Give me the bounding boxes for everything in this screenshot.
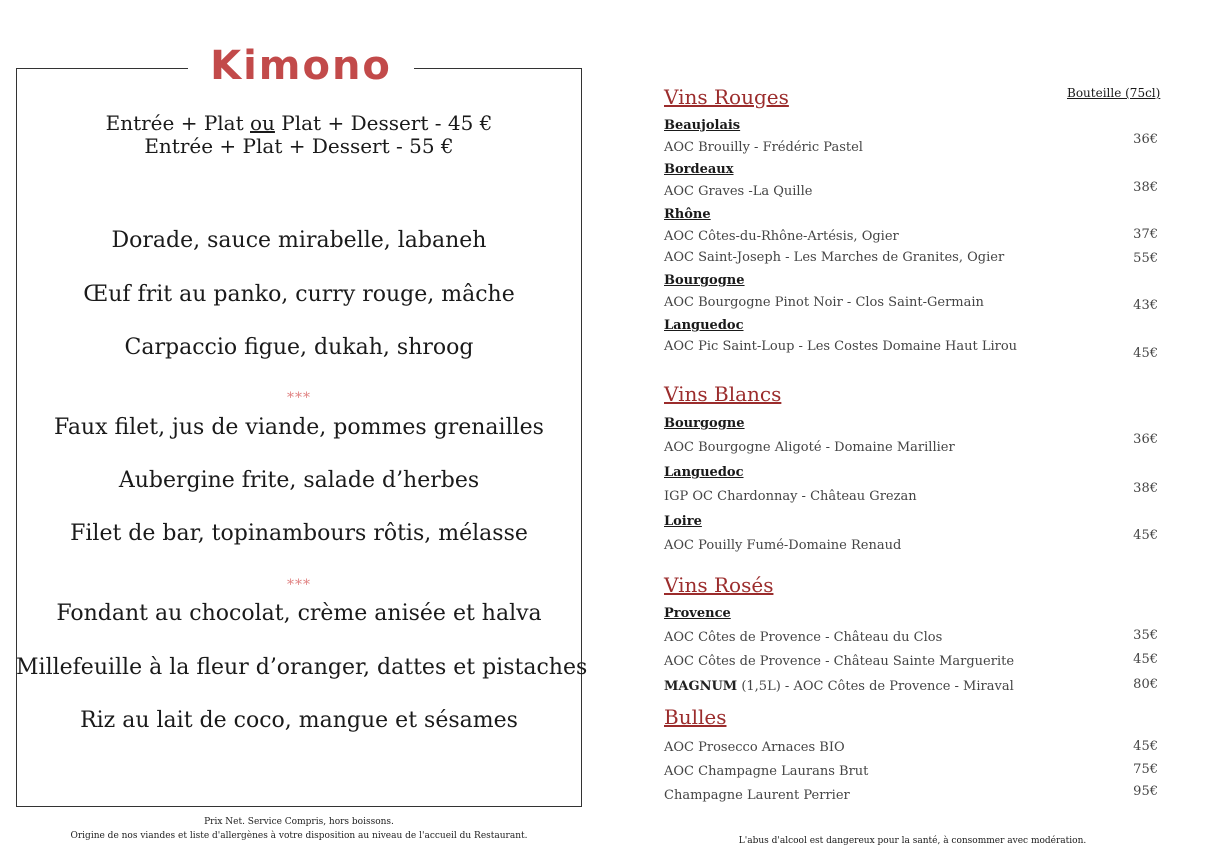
region-label: Languedoc [664,465,744,480]
wine-price: 55€ [1133,251,1158,266]
logo: Kimono [188,38,414,98]
wine-price: 35€ [1133,628,1158,643]
footer-left-line-2: Origine de nos viandes et liste d'allergènes à votre disposition au niveau de l'accueil du Restaurant. [70,831,528,841]
wine-price: 80€ [1133,677,1158,692]
wine-name: AOC Brouilly - Frédéric Pastel [664,140,863,155]
wine-price: 45€ [1133,346,1158,361]
section-title-rouges: Vins Rouges [664,85,789,109]
wine-name: AOC Côtes-du-Rhône-Artésis, Ogier [664,229,899,244]
region-label: Bordeaux [664,162,734,177]
wine-price: 45€ [1133,739,1158,754]
section-title-blancs: Vins Blancs [664,382,782,406]
wine-price: 75€ [1133,762,1158,777]
region-label: Provence [664,606,731,621]
wine-price: 95€ [1133,784,1158,799]
section-title-bulles: Bulles [664,705,727,729]
wine-name-rest: (1,5L) - AOC Côtes de Provence - Miraval [737,679,1014,694]
formula-line-1: Entrée + Plat ou Plat + Dessert - 45 € [105,111,493,135]
wine-price: 43€ [1133,298,1158,313]
separator: *** [287,577,311,593]
wine-price: 37€ [1133,227,1158,242]
region-label: Loire [664,514,702,529]
wine-name: AOC Prosecco Arnaces BIO [664,740,845,755]
plat-item: Faux filet, jus de viande, pommes grenailles [54,415,544,440]
dessert-item: Riz au lait de coco, mangue et sésames [80,708,518,733]
wine-price: 45€ [1133,652,1158,667]
region-label: Bourgogne [664,416,745,431]
entree-item: Dorade, sauce mirabelle, labaneh [111,228,487,253]
wine-name: AOC Saint-Joseph - Les Marches de Granites, Ogier [664,250,1005,265]
wine-name: AOC Côtes de Provence - Château du Clos [664,630,943,645]
wine-name: AOC Bourgogne Aligoté - Domaine Marillier [664,440,955,455]
magnum-label: MAGNUM [664,679,738,694]
formula-block [16,112,582,158]
region-label: Languedoc [664,318,744,333]
wine-name: AOC Pouilly Fumé-Domaine Renaud [664,538,902,553]
entree-item: Carpaccio figue, dukah, shroog [124,335,474,360]
wine-name: AOC Champagne Laurans Brut [664,764,869,779]
footer-note-right: L'abus d'alcool est dangereux pour la santé, à consommer avec modération. [738,836,1087,846]
plat-item: Aubergine frite, salade d’herbes [118,468,480,493]
wine-name: AOC Bourgogne Pinot Noir - Clos Saint-Germain [664,295,984,310]
plat-item: Filet de bar, topinambours rôtis, mélasse [70,521,528,546]
separator: *** [287,390,311,406]
wine-price: 38€ [1133,481,1158,496]
footer-left-line-1: Prix Net. Service Compris, hors boissons. [204,817,394,827]
dessert-item: Fondant au chocolat, crème anisée et halva [56,601,542,626]
region-label: Rhône [664,207,711,222]
wine-price: 45€ [1133,528,1158,543]
dessert-item: Millefeuille à la fleur d’oranger, dattes et pistaches [16,655,588,680]
entree-item: Œuf frit au panko, curry rouge, mâche [83,282,515,307]
formula-line-2: Entrée + Plat + Dessert - 55 € [144,134,454,158]
section-title-roses: Vins Rosés [664,573,774,597]
wine-name: Champagne Laurent Perrier [664,788,850,803]
region-label: Bourgogne [664,273,745,288]
wine-price: 36€ [1133,132,1158,147]
bottle-column-header: Bouteille (75cl) [1067,86,1161,100]
wine-price: 36€ [1133,432,1158,447]
wine-price: 38€ [1133,180,1158,195]
wine-name: AOC Pic Saint-Loup - Les Costes Domaine Haut Lirou [664,339,1018,354]
footer-note-left [16,815,582,843]
wine-name: IGP OC Chardonnay - Château Grezan [664,489,917,504]
wine-name: AOC Graves -La Quille [664,184,813,199]
wine-name: AOC Côtes de Provence - Château Sainte Marguerite [664,654,1015,669]
region-label: Beaujolais [664,118,741,133]
wine-name [664,679,1014,694]
